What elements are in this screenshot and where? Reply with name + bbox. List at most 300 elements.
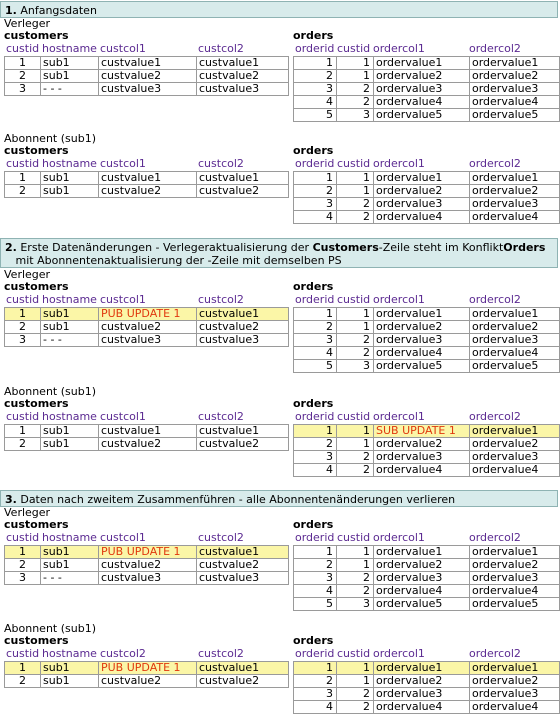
table-cell: ordervalue1: [374, 546, 470, 559]
table-cell: 1: [337, 172, 374, 185]
data-table: [293, 424, 560, 477]
table-cell: - - -: [41, 334, 99, 347]
column-header: ordercol1: [373, 42, 425, 55]
data-table: [4, 56, 289, 96]
column-header: hostname: [42, 647, 97, 660]
column-header: custcol1: [100, 42, 146, 55]
table-row: [5, 559, 289, 572]
table-name: customers: [4, 397, 69, 410]
column-header-row: [4, 293, 289, 307]
section-header: [0, 1, 558, 18]
table-cell: ordervalue5: [470, 109, 560, 122]
column-header-row: [4, 42, 289, 56]
table-cell: custvalue2: [197, 70, 289, 83]
table-row: [294, 546, 560, 559]
table-cell: custvalue2: [99, 559, 197, 572]
table-cell: - - -: [41, 83, 99, 96]
table-cell: 3: [294, 334, 337, 347]
data-table: [4, 424, 289, 451]
table-cell: custvalue1: [197, 57, 289, 70]
table-cell: sub1: [41, 559, 99, 572]
table-cell: ordervalue3: [374, 572, 470, 585]
table-cell: sub1: [41, 662, 99, 675]
table-cell: ordervalue4: [374, 701, 470, 714]
table-cell: 4: [294, 211, 337, 224]
table-row: [5, 185, 289, 198]
table-name: customers: [4, 518, 69, 531]
table-cell: ordervalue5: [374, 109, 470, 122]
table-cell: 1: [294, 308, 337, 321]
column-header-row: [4, 531, 289, 545]
column-header: ordercol2: [469, 42, 521, 55]
orders-table-block: [293, 281, 560, 373]
table-cell: custvalue2: [99, 185, 197, 198]
table-name: customers: [4, 280, 69, 293]
table-cell: ordervalue2: [470, 185, 560, 198]
column-header: ordercol1: [373, 157, 425, 170]
table-cell: ordervalue3: [374, 198, 470, 211]
table-cell: custvalue3: [197, 334, 289, 347]
section-header: [0, 490, 558, 507]
section-header: [0, 238, 558, 268]
table-row: [5, 57, 289, 70]
table-row-highlighted: [5, 308, 289, 321]
table-cell: custvalue2: [99, 321, 197, 334]
column-header-row: [293, 42, 560, 56]
column-header: orderid: [295, 647, 335, 660]
table-cell: ordervalue4: [470, 96, 560, 109]
column-header: ordercol1: [373, 531, 425, 544]
section-number: 1.: [5, 4, 17, 17]
table-row: [294, 675, 560, 688]
subscriber-caption: Abonnent (sub1): [4, 622, 96, 635]
table-cell: 3: [5, 572, 41, 585]
section-number: 2.: [5, 241, 17, 254]
table-cell: custvalue2: [99, 438, 197, 451]
table-cell: 1: [337, 425, 374, 438]
column-header: custcol2: [100, 647, 146, 660]
section-title-text: Daten nach zweitem Zusammenführen - alle Abonnentenänderungen verlieren: [20, 493, 456, 506]
table-cell: ordervalue1: [374, 308, 470, 321]
table-cell: 2: [5, 438, 41, 451]
column-header: custid: [337, 531, 371, 544]
table-cell: 2: [337, 334, 374, 347]
column-header: hostname: [42, 531, 97, 544]
table-cell: ordervalue2: [470, 321, 560, 334]
table-cell: custvalue2: [197, 675, 289, 688]
section-title-text: Erste Datenänderungen - Verlegeraktualisierung der: [20, 241, 313, 254]
column-header: custid: [337, 647, 371, 660]
table-cell: ordervalue4: [374, 96, 470, 109]
table-cell: sub1: [41, 438, 99, 451]
table-cell: 2: [337, 96, 374, 109]
table-row: [294, 464, 560, 477]
column-header: orderid: [295, 42, 335, 55]
table-cell: sub1: [41, 425, 99, 438]
table-cell: ordervalue1: [374, 662, 470, 675]
section-title-text: mit Abonnentenaktualisierung der: [15, 254, 208, 267]
section-number: 3.: [5, 493, 17, 506]
data-table: [4, 171, 289, 198]
column-header-row: [293, 647, 560, 661]
section-title-bold: Orders: [503, 241, 546, 254]
publisher-caption: Verleger: [4, 268, 51, 281]
column-header-row: [293, 531, 560, 545]
table-cell: sub1: [41, 172, 99, 185]
column-header: custcol1: [100, 410, 146, 423]
table-cell: 2: [337, 83, 374, 96]
data-table: [293, 661, 560, 714]
table-cell: ordervalue5: [374, 598, 470, 611]
table-row: [294, 451, 560, 464]
table-cell: custvalue1: [99, 425, 197, 438]
column-header: custcol1: [100, 293, 146, 306]
column-header: custcol2: [198, 531, 244, 544]
column-header: custid: [6, 647, 40, 660]
table-cell: 1: [337, 308, 374, 321]
table-cell: ordervalue3: [374, 334, 470, 347]
table-cell: ordervalue4: [374, 347, 470, 360]
orders-table-block: [293, 398, 560, 477]
table-cell: 1: [337, 559, 374, 572]
table-cell: PUB UPDATE 1: [99, 308, 197, 321]
section-title-text: -Zeile mit demselben PS: [207, 254, 342, 267]
table-cell: 1: [337, 185, 374, 198]
data-table: [293, 171, 560, 224]
column-header: ordercol1: [373, 293, 425, 306]
table-cell: 2: [294, 321, 337, 334]
table-row: [5, 675, 289, 688]
column-header: ordercol1: [373, 410, 425, 423]
table-cell: 2: [5, 675, 41, 688]
table-cell: ordervalue3: [470, 83, 560, 96]
table-cell: 3: [5, 334, 41, 347]
column-header: ordercol2: [469, 293, 521, 306]
column-header: hostname: [42, 293, 97, 306]
table-name: orders: [293, 280, 334, 293]
table-cell: 1: [294, 172, 337, 185]
table-cell: custvalue2: [99, 70, 197, 83]
column-header: ordercol2: [469, 410, 521, 423]
table-cell: custvalue2: [99, 675, 197, 688]
table-row: [294, 109, 560, 122]
column-header: custid: [6, 42, 40, 55]
column-header-row: [4, 647, 289, 661]
table-row: [294, 688, 560, 701]
table-cell: 1: [294, 57, 337, 70]
orders-table-block: [293, 519, 560, 611]
table-row: [5, 425, 289, 438]
subscriber-caption: Abonnent (sub1): [4, 385, 96, 398]
data-table: [4, 661, 289, 688]
table-cell: ordervalue4: [470, 347, 560, 360]
table-cell: 2: [5, 559, 41, 572]
data-table: [4, 545, 289, 585]
table-name: orders: [293, 634, 334, 647]
section-title-bold: Customers: [312, 241, 379, 254]
column-header-row: [4, 157, 289, 171]
column-header: custid: [337, 410, 371, 423]
table-cell: ordervalue1: [470, 546, 560, 559]
data-table: [293, 56, 560, 122]
table-cell: sub1: [41, 546, 99, 559]
data-table: [293, 545, 560, 611]
table-cell: 3: [337, 109, 374, 122]
table-cell: ordervalue1: [470, 57, 560, 70]
table-cell: ordervalue2: [374, 559, 470, 572]
table-row: [294, 585, 560, 598]
table-row: [294, 83, 560, 96]
table-cell: 2: [337, 347, 374, 360]
table-row: [294, 572, 560, 585]
column-header: custcol1: [100, 531, 146, 544]
table-cell: ordervalue1: [470, 425, 560, 438]
customers-table-block: [4, 281, 289, 347]
table-cell: custvalue3: [197, 572, 289, 585]
table-cell: PUB UPDATE 1: [99, 546, 197, 559]
column-header: ordercol2: [469, 531, 521, 544]
column-header: custid: [337, 157, 371, 170]
table-row: [294, 96, 560, 109]
table-cell: 3: [5, 83, 41, 96]
table-cell: custvalue2: [197, 321, 289, 334]
column-header: custid: [337, 293, 371, 306]
table-cell: custvalue1: [197, 662, 289, 675]
table-row: [294, 334, 560, 347]
table-name: customers: [4, 29, 69, 42]
table-row: [5, 572, 289, 585]
table-cell: 1: [5, 425, 41, 438]
table-row: [294, 172, 560, 185]
table-cell: 2: [294, 70, 337, 83]
table-cell: custvalue1: [99, 172, 197, 185]
table-cell: ordervalue2: [470, 675, 560, 688]
table-cell: 2: [337, 464, 374, 477]
table-row: [294, 308, 560, 321]
table-row: [5, 70, 289, 83]
table-name: orders: [293, 29, 334, 42]
table-cell: 2: [337, 688, 374, 701]
table-name: orders: [293, 397, 334, 410]
table-cell: sub1: [41, 675, 99, 688]
table-row: [294, 438, 560, 451]
customers-table-block: [4, 145, 289, 198]
table-cell: 1: [5, 662, 41, 675]
table-cell: ordervalue3: [374, 451, 470, 464]
table-cell: ordervalue2: [374, 70, 470, 83]
table-cell: 2: [5, 185, 41, 198]
column-header: custid: [6, 293, 40, 306]
table-cell: ordervalue2: [374, 438, 470, 451]
table-cell: ordervalue3: [470, 688, 560, 701]
table-row-highlighted: [294, 662, 560, 675]
table-cell: sub1: [41, 70, 99, 83]
table-row: [5, 438, 289, 451]
table-cell: custvalue2: [197, 559, 289, 572]
table-row: [5, 172, 289, 185]
table-cell: sub1: [41, 321, 99, 334]
table-name: orders: [293, 518, 334, 531]
table-cell: 4: [294, 347, 337, 360]
table-cell: ordervalue4: [374, 211, 470, 224]
column-header: orderid: [295, 293, 335, 306]
table-cell: ordervalue2: [374, 321, 470, 334]
table-cell: ordervalue3: [470, 198, 560, 211]
table-row: [5, 334, 289, 347]
table-cell: ordervalue4: [470, 464, 560, 477]
table-cell: 3: [337, 360, 374, 373]
table-cell: ordervalue4: [470, 211, 560, 224]
table-cell: 1: [337, 70, 374, 83]
table-row: [294, 211, 560, 224]
orders-table-block: [293, 30, 560, 122]
table-cell: custvalue2: [197, 185, 289, 198]
table-cell: sub1: [41, 57, 99, 70]
table-cell: ordervalue1: [470, 172, 560, 185]
table-cell: - - -: [41, 572, 99, 585]
table-cell: ordervalue3: [374, 83, 470, 96]
table-cell: 5: [294, 598, 337, 611]
table-cell: custvalue2: [197, 438, 289, 451]
table-cell: 1: [337, 662, 374, 675]
table-cell: custvalue1: [197, 546, 289, 559]
table-cell: ordervalue5: [374, 360, 470, 373]
table-row: [294, 360, 560, 373]
table-cell: sub1: [41, 185, 99, 198]
table-cell: 1: [337, 438, 374, 451]
table-cell: custvalue1: [197, 425, 289, 438]
table-row: [5, 321, 289, 334]
column-header: ordercol1: [373, 647, 425, 660]
table-cell: 2: [294, 675, 337, 688]
table-cell: ordervalue3: [470, 334, 560, 347]
customers-table-block: [4, 519, 289, 585]
table-cell: ordervalue4: [470, 585, 560, 598]
column-header: custcol2: [198, 293, 244, 306]
table-cell: 1: [5, 308, 41, 321]
table-cell: ordervalue2: [374, 675, 470, 688]
table-row: [294, 70, 560, 83]
data-table: [293, 307, 560, 373]
customers-table-block: [4, 635, 289, 688]
table-cell: ordervalue3: [374, 688, 470, 701]
column-header: custid: [6, 531, 40, 544]
table-cell: ordervalue4: [470, 701, 560, 714]
customers-table-block: [4, 30, 289, 96]
table-cell: 4: [294, 701, 337, 714]
column-header-row: [4, 410, 289, 424]
table-row: [294, 559, 560, 572]
table-cell: custvalue3: [99, 83, 197, 96]
column-header: custcol2: [198, 647, 244, 660]
table-cell: 5: [294, 109, 337, 122]
table-cell: ordervalue2: [374, 185, 470, 198]
table-cell: 3: [294, 688, 337, 701]
table-row: [294, 198, 560, 211]
table-cell: 3: [337, 598, 374, 611]
table-cell: 3: [294, 451, 337, 464]
column-header: custcol1: [100, 157, 146, 170]
column-header: orderid: [295, 410, 335, 423]
table-cell: 1: [5, 172, 41, 185]
table-cell: 1: [337, 675, 374, 688]
column-header-row: [293, 157, 560, 171]
table-cell: 2: [337, 585, 374, 598]
table-cell: sub1: [41, 308, 99, 321]
orders-table-block: [293, 145, 560, 224]
table-cell: 4: [294, 464, 337, 477]
table-cell: 1: [294, 662, 337, 675]
table-row: [294, 598, 560, 611]
data-table: [4, 307, 289, 347]
table-name: customers: [4, 144, 69, 157]
column-header: ordercol2: [469, 157, 521, 170]
table-cell: ordervalue2: [470, 438, 560, 451]
table-cell: custvalue1: [197, 308, 289, 321]
column-header: custid: [337, 42, 371, 55]
column-header: custcol2: [198, 42, 244, 55]
table-cell: ordervalue5: [470, 598, 560, 611]
section-title-text: -Zeile steht im Konflikt: [378, 241, 504, 254]
table-row: [294, 185, 560, 198]
table-cell: 2: [294, 559, 337, 572]
table-cell: 2: [5, 321, 41, 334]
table-cell: custvalue1: [197, 172, 289, 185]
column-header: custid: [6, 410, 40, 423]
table-cell: 3: [294, 198, 337, 211]
column-header: custcol2: [198, 157, 244, 170]
table-row: [294, 347, 560, 360]
table-cell: ordervalue2: [470, 559, 560, 572]
table-cell: custvalue3: [99, 334, 197, 347]
table-cell: 2: [337, 451, 374, 464]
table-cell: 1: [294, 425, 337, 438]
table-cell: 3: [294, 572, 337, 585]
publisher-caption: Verleger: [4, 506, 51, 519]
table-cell: custvalue1: [99, 57, 197, 70]
table-cell: 2: [294, 185, 337, 198]
table-cell: ordervalue1: [374, 172, 470, 185]
table-cell: 1: [337, 546, 374, 559]
column-header: orderid: [295, 531, 335, 544]
table-cell: 2: [337, 211, 374, 224]
table-cell: 2: [5, 70, 41, 83]
table-cell: 4: [294, 96, 337, 109]
table-cell: ordervalue2: [470, 70, 560, 83]
column-header: orderid: [295, 157, 335, 170]
table-row: [5, 83, 289, 96]
table-name: orders: [293, 144, 334, 157]
section-title-text: Anfangsdaten: [20, 4, 97, 17]
table-cell: ordervalue1: [374, 57, 470, 70]
customers-table-block: [4, 398, 289, 451]
table-row: [294, 701, 560, 714]
table-row-highlighted: [5, 662, 289, 675]
table-cell: SUB UPDATE 1: [374, 425, 470, 438]
orders-table-block: [293, 635, 560, 714]
table-cell: 1: [337, 57, 374, 70]
table-cell: ordervalue1: [470, 662, 560, 675]
table-cell: ordervalue3: [470, 572, 560, 585]
table-cell: 2: [337, 572, 374, 585]
column-header: hostname: [42, 410, 97, 423]
column-header: hostname: [42, 42, 97, 55]
publisher-caption: Verleger: [4, 17, 51, 30]
column-header: hostname: [42, 157, 97, 170]
table-cell: ordervalue1: [470, 308, 560, 321]
table-row: [294, 321, 560, 334]
table-cell: ordervalue3: [470, 451, 560, 464]
